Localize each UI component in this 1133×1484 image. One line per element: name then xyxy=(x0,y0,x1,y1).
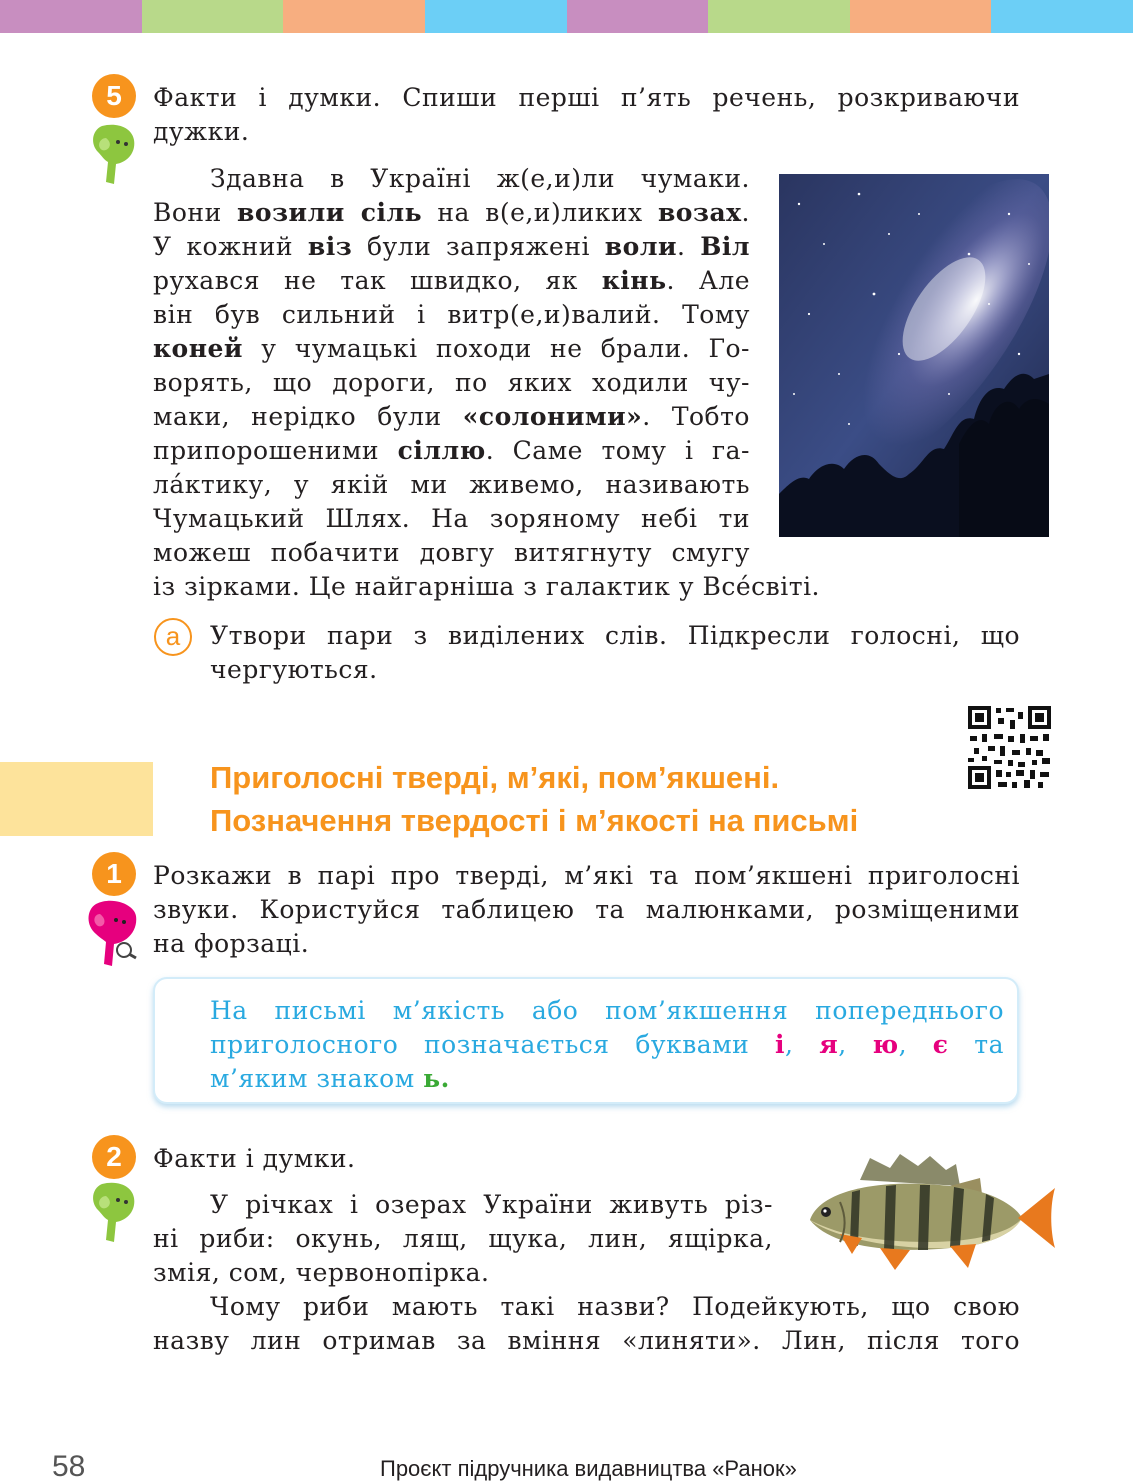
page-number: 58 xyxy=(52,1450,86,1483)
text-line: він був сильний і витр(е,и)валий. Тому xyxy=(153,300,750,329)
text-line: У кожний віз були запряжені воли. Віл xyxy=(153,232,751,261)
color-segment xyxy=(708,0,850,33)
rule-line: приголосного позначається буквами і, я, ю, є та xyxy=(210,1030,1005,1059)
exercise-number-badge: 5 xyxy=(92,74,136,118)
text-line: У річках і озерах України живуть різ- xyxy=(210,1190,773,1219)
text-line: Чому риби мають такі назви? Подейкують, що свою xyxy=(210,1292,1020,1321)
color-segment xyxy=(850,0,992,33)
letter-ye: є xyxy=(932,1030,949,1059)
letter-ya: я xyxy=(819,1030,839,1059)
color-segment xyxy=(567,0,709,33)
exercise-title: Факти і думки. xyxy=(153,1144,356,1173)
publisher-note: Проєкт підручника видавництва «Ранок» xyxy=(380,1456,797,1481)
text-line: назву лин отримав за вміння «линяти». Лин, після того xyxy=(153,1326,1020,1355)
exercise-task-line: дужки. xyxy=(153,117,250,146)
section-title-line: Приголосні тверді, м’які, пом’якшені. xyxy=(210,760,780,795)
exercise-number-badge: 2 xyxy=(92,1135,136,1179)
green-mascot-icon xyxy=(88,1180,140,1246)
top-color-bar xyxy=(0,0,1133,33)
letter-i: і xyxy=(775,1030,786,1059)
rule-line: На письмі м’якість або пом’якшення попереднього xyxy=(210,996,1004,1025)
text-line: Здавна в Україні ж(е,и)ли чумаки. xyxy=(210,164,750,193)
text-line: Чумацький Шлях. На зоряному небі ти xyxy=(153,504,750,533)
pink-mascot-icon xyxy=(84,898,144,968)
section-title-line: Позначення твердості і м’якості на письмі xyxy=(210,803,859,838)
exercise-task-line: Факти і думки. Спиши перші п’ять речень, розкриваючи xyxy=(153,83,1020,112)
exercise-line: Розкажи в парі про тверді, м’які та пом’якшені приголосні xyxy=(153,861,1020,890)
subtask-line: чергуються. xyxy=(210,655,378,684)
text-line: припорошеними сіллю. Саме тому і га- xyxy=(153,436,750,465)
exercise-line: на форзаці. xyxy=(153,929,310,958)
subtask-line: Утвори пари з виділених слів. Підкресли голосні, що xyxy=(210,621,1020,650)
color-segment xyxy=(0,0,142,33)
text-line: Вони возили сіль на в(е,и)ликих возах. xyxy=(153,198,750,227)
color-segment xyxy=(991,0,1133,33)
exercise-line: звуки. Користуйся таблицею та малюнками, розміщеними xyxy=(153,895,1020,924)
green-mascot-icon xyxy=(88,122,140,188)
text-line: ні риби: окунь, лящ, щука, лин, ящірка, xyxy=(153,1224,773,1253)
text-line: змія, сом, червонопірка. xyxy=(153,1258,490,1287)
qr-code-image xyxy=(968,706,1051,789)
rule-line: м’яким знаком ь. xyxy=(210,1064,450,1093)
color-segment xyxy=(283,0,425,33)
text-line: маки, нерідко були «солоними». Тобто xyxy=(153,402,750,431)
text-line: ворять, що дороги, по яких ходили чу- xyxy=(153,368,750,397)
subtask-label-badge: а xyxy=(154,618,192,656)
color-segment xyxy=(142,0,284,33)
section-marker-tab xyxy=(0,762,153,836)
text-line: коней у чумацькі походи не брали. Го- xyxy=(153,334,750,363)
exercise-number-badge: 1 xyxy=(92,852,136,896)
text-line: можеш побачити довгу витягнуту смугу xyxy=(153,538,750,567)
text-line: із зірками. Це найгарніша з галактик у Все́світі. xyxy=(153,572,821,601)
text-line: рухався не так швидко, як кінь. Але xyxy=(153,266,750,295)
color-segment xyxy=(425,0,567,33)
soft-sign-letter: ь xyxy=(423,1064,441,1093)
text-line: ла́ктику, у якій ми живемо, називають xyxy=(153,470,750,499)
milky-way-night-sky-image xyxy=(779,174,1049,537)
letter-yu: ю xyxy=(872,1030,899,1059)
perch-fish-image xyxy=(800,1150,1060,1275)
